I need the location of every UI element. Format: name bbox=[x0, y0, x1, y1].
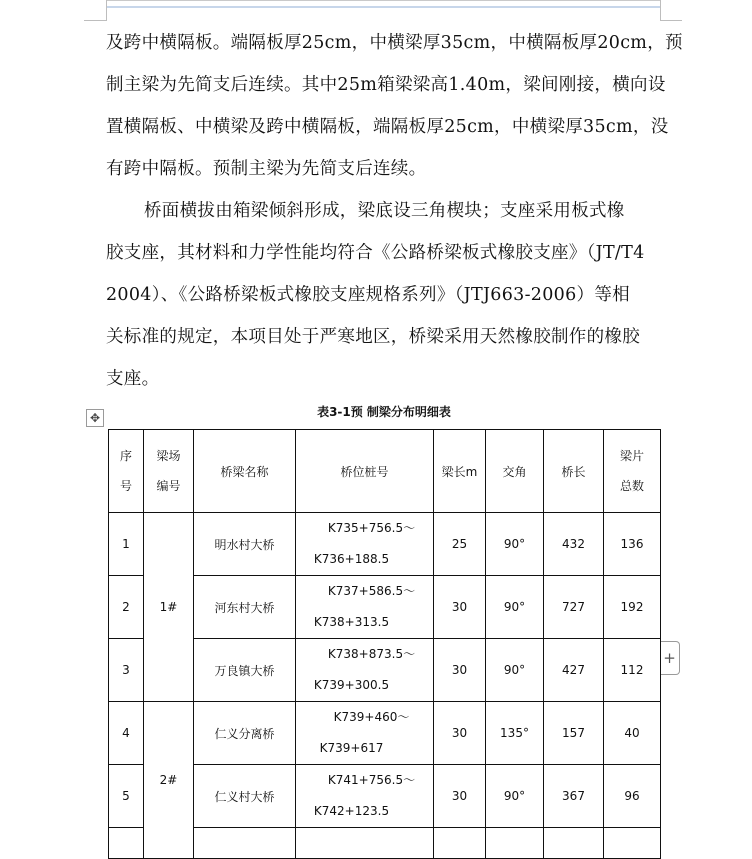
cell-total: 112 bbox=[604, 639, 661, 702]
girder-distribution-table[interactable] bbox=[108, 429, 661, 859]
margin-corner-left-h bbox=[84, 20, 106, 21]
cell-bridge-length: 432 bbox=[544, 513, 604, 576]
header-seq: 序 号 bbox=[109, 430, 144, 513]
cell-angle: 90° bbox=[486, 765, 544, 828]
header-bridge-name: 桥梁名称 bbox=[194, 430, 296, 513]
cell-seq: 5 bbox=[109, 765, 144, 828]
text-line: 2004）、《公路桥梁板式橡胶支座规格系列》（JTJ663-2006）等相 bbox=[106, 285, 630, 305]
cell-bridge-name: 仁义分离桥 bbox=[194, 702, 296, 765]
margin-corner-right-v bbox=[660, 0, 661, 21]
cell-empty bbox=[486, 828, 544, 859]
text-line: 桥面横拔由箱梁倾斜形成，梁底设三角楔块；支座采用板式橡 bbox=[144, 201, 625, 221]
cell-empty bbox=[434, 828, 486, 859]
cell-stake: K737+586.5～ K738+313.5 bbox=[296, 576, 434, 639]
cell-total: 40 bbox=[604, 702, 661, 765]
cell-total: 96 bbox=[604, 765, 661, 828]
move-cross-icon[interactable]: ✥ bbox=[86, 409, 104, 427]
cell-stake: K741+756.5～ K742+123.5 bbox=[296, 765, 434, 828]
header-total: 梁片 总数 bbox=[604, 430, 661, 513]
table-row bbox=[109, 702, 661, 765]
text-line: 置横隔板、中横梁及跨中横隔板，端隔板厚25cm，中横梁厚35cm，没 bbox=[106, 117, 669, 137]
text-line: 制主梁为先简支后连续。其中25m箱梁梁高1.40m，梁间刚接，横向设 bbox=[106, 75, 666, 95]
cell-empty bbox=[604, 828, 661, 859]
cell-length: 30 bbox=[434, 576, 486, 639]
paragraph-bearing-description[interactable] bbox=[106, 190, 666, 400]
page-top-border bbox=[106, 0, 660, 8]
cell-bridge-name: 河东村大桥 bbox=[194, 576, 296, 639]
header-stake: 桥位桩号 bbox=[296, 430, 434, 513]
cell-length: 25 bbox=[434, 513, 486, 576]
cell-length: 30 bbox=[434, 702, 486, 765]
header-bridge-length: 桥长 bbox=[544, 430, 604, 513]
cell-empty bbox=[544, 828, 604, 859]
text-line: 及跨中横隔板。端隔板厚25cm，中横梁厚35cm，中横隔板厚20cm，预 bbox=[106, 33, 683, 53]
cell-bridge-length: 157 bbox=[544, 702, 604, 765]
cell-stake: K738+873.5～ K739+300.5 bbox=[296, 639, 434, 702]
cell-bridge-length: 727 bbox=[544, 576, 604, 639]
header-angle: 交角 bbox=[486, 430, 544, 513]
cell-bridge-name: 万良镇大桥 bbox=[194, 639, 296, 702]
cell-empty bbox=[194, 828, 296, 859]
header-length: 梁长m bbox=[434, 430, 486, 513]
cell-yard: 1# bbox=[144, 513, 194, 702]
cell-seq: 3 bbox=[109, 639, 144, 702]
cell-empty bbox=[109, 828, 144, 859]
cell-seq: 2 bbox=[109, 576, 144, 639]
cell-empty bbox=[296, 828, 434, 859]
text-line: 有跨中隔板。预制主梁为先简支后连续。 bbox=[106, 159, 427, 179]
paragraph-girder-description[interactable] bbox=[106, 22, 683, 190]
table-row bbox=[109, 513, 661, 576]
plus-icon[interactable]: + bbox=[660, 641, 680, 675]
cell-angle: 135° bbox=[486, 702, 544, 765]
cell-bridge-length: 367 bbox=[544, 765, 604, 828]
cell-stake: K739+460～ K739+617 bbox=[296, 702, 434, 765]
cell-bridge-name: 明水村大桥 bbox=[194, 513, 296, 576]
cell-seq: 1 bbox=[109, 513, 144, 576]
cell-angle: 90° bbox=[486, 576, 544, 639]
cell-yard: 2# bbox=[144, 702, 194, 859]
text-line: 关标准的规定，本项目处于严寒地区，桥梁采用天然橡胶制作的橡胶 bbox=[106, 327, 640, 347]
header-yard: 梁场 编号 bbox=[144, 430, 194, 513]
cell-bridge-length: 427 bbox=[544, 639, 604, 702]
cell-total: 192 bbox=[604, 576, 661, 639]
cell-total: 136 bbox=[604, 513, 661, 576]
cell-angle: 90° bbox=[486, 639, 544, 702]
cell-seq: 4 bbox=[109, 702, 144, 765]
margin-corner-right-h bbox=[660, 20, 682, 21]
cell-bridge-name: 仁义村大桥 bbox=[194, 765, 296, 828]
cell-stake: K735+756.5～ K736+188.5 bbox=[296, 513, 434, 576]
cell-length: 30 bbox=[434, 639, 486, 702]
text-line: 胶支座，其材料和力学性能均符合《公路桥梁板式橡胶支座》（JT/T4 bbox=[106, 243, 645, 263]
cell-angle: 90° bbox=[486, 513, 544, 576]
table-caption: 表3-1预 制梁分布明细表 bbox=[317, 405, 451, 419]
table-header-row bbox=[109, 430, 661, 513]
margin-corner-left-v bbox=[106, 0, 107, 21]
text-line: 支座。 bbox=[106, 369, 160, 389]
cell-length: 30 bbox=[434, 765, 486, 828]
